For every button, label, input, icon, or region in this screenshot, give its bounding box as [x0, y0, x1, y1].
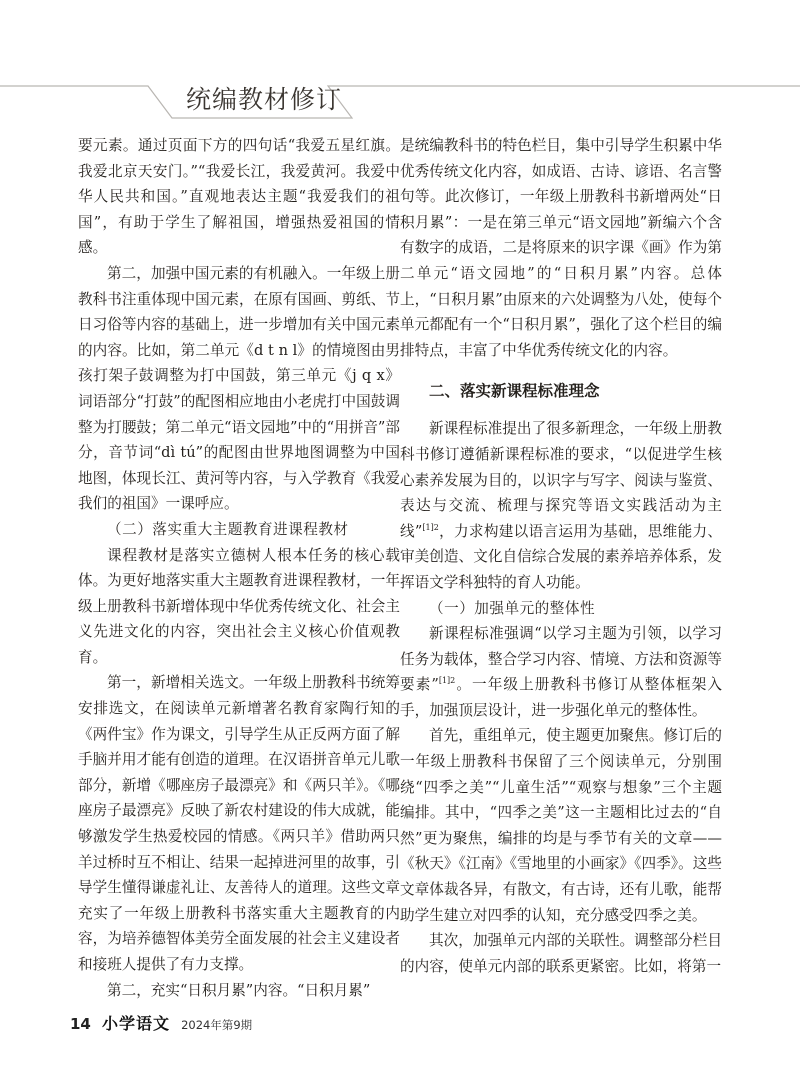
issue-label: 2024年第9期	[181, 1018, 253, 1032]
paragraph-text: 新课程标准强调“以学习主题为引领，以学习任务为载体，整合学习内容、情境、方法和资源等要素”	[400, 625, 722, 694]
paragraph: 是统编教科书的特色栏目，集中引导学生积累中华优秀传统文化内容，如成语、古诗、谚语、名言警句等。此次修订，一年级上册教科书新增两处“日积月累”：一是在第三单元“语文园地”新编六个含有数字的成语，二是将原来的识字课《画》作为第二单元“语文园地”的“日积月累”内容。总体上，“日积月累”由原来的六处调整为八处，使每个单元都配有一个“日积月累”，强化了这个栏目的编排特点，丰富了中华优秀传统文化的内容。	[400, 137, 722, 359]
paragraph: 课程教材是落实立德树人根本任务的核心载体。为更好地落实重大主题教育进课程教材，一年级上册教科书新增体现中华优秀传统文化、社会主义先进文化的内容，突出社会主义核心价值观教育。	[78, 546, 400, 666]
paragraph: 第一，新增相关选文。一年级上册教科书统筹安排选文，在阅读单元新增著名教育家陶行知的《两件宝》作为课文，引导学生从正反两方面了解手脑并用才能有创造的道理。在汉语拼音单元儿歌部分，新增《哪座房子最漂亮》和《两只羊》。《哪座房子最漂亮》反映了新农村建设的伟大成就，能够激发学生热爱校园的情感。《两只羊》借助两只羊过桥时互不相让、结果一起掉进河里的故事，引导学生懂得谦虚礼让、友善待人的道理。这些文章充实了一年级上册教科书落实重大主题教育的内容，为培养德智体美劳全面发展的社会主义建设者和接班人提供了有力支撑。	[78, 674, 400, 973]
subsection-heading: （一）加强单元的整体性	[429, 599, 596, 617]
section-heading: 二、落实新课程标准理念	[429, 382, 600, 401]
paragraph: 其次，加强单元内部的关联性。调整部分栏目的内容，使单元内部的联系更紧密。比如，将第一	[400, 932, 722, 975]
paragraph: 第二，充实“日积月累”内容。“日积月累”	[107, 981, 371, 999]
subsection-heading: （二）落实重大主题教育进课程教材	[107, 520, 349, 538]
paragraph: 首先，重组单元，使主题更加聚焦。修订后的一年级上册教科书保留了三个阅读单元，分别围绕“四季之美”“儿童生活”“观察与想象”三个主题编排。其中，“四季之美”这一主题相比过去的“自然”更为聚焦，编排的均是与季节有关的文章——《秋天》《江南》《雪地里的小画家》《四季》。这些文章体裁各异，有散文，有古诗，还有儿歌，能帮助学生建立对四季的认知，充分感受四季之美。	[400, 727, 722, 924]
citation-ref: [1]2	[438, 676, 456, 686]
page-number: 14	[70, 1015, 91, 1033]
left-column	[78, 133, 400, 1003]
paragraph-text: 新课程标准提出了很多新理念，一年级上册教科书修订遵循新课程标准的要求，“以促进学生核心素养发展为目的，以识字与写字、阅读与鉴赏、表达与交流、梳理与探究等语文实践活动为主线”	[400, 420, 722, 540]
page-footer	[70, 1011, 252, 1035]
header-tab-lines	[0, 70, 800, 130]
citation-ref: [1]2	[422, 522, 439, 532]
paragraph	[400, 416, 722, 595]
paragraph-text: 。一年级上册教科书修订从整体框架入手，加强顶层设计，进一步强化单元的整体性。	[400, 676, 722, 719]
header-title: 统编教材修订	[186, 85, 343, 114]
paragraph: 第二，加强中国元素的有机融入。一年级上册教科书注重体现中国元素，在原有国画、剪纸、节日习俗等内容的基础上，进一步增加有关中国元素的内容。比如，第二单元《d t n l》的情境图由男孩打架子鼓调整为打中国鼓，第三单元《j q x》词语部分“打鼓”的配图相应地由小老虎打中国鼓调整为打腰鼓；第二单元“语文园地”中的“用拼音”部分，音节词“dì tú”的配图由世界地图调整为中国地图，体现长江、黄河等内容，与入学教育《我爱我们的祖国》一课呼应。	[78, 264, 400, 513]
running-header	[0, 70, 800, 130]
paragraph: 要元素。通过页面下方的四句话“我爱五星红旗。我爱北京天安门。”“我爱长江，我爱黄河。我爱中华人民共和国。”直观地表达主题“我爱我们的祖国”，有助于学生了解祖国，增强热爱祖国的情感。	[78, 137, 400, 257]
right-column	[400, 133, 722, 979]
journal-name: 小学语文	[101, 1014, 170, 1033]
paragraph	[400, 621, 722, 723]
paragraph-text: ，力求构建以语言运用为基础，思维能力、审美创造、文化自信综合发展的素养培养体系，发挥语文学科独特的育人功能。	[400, 522, 722, 591]
